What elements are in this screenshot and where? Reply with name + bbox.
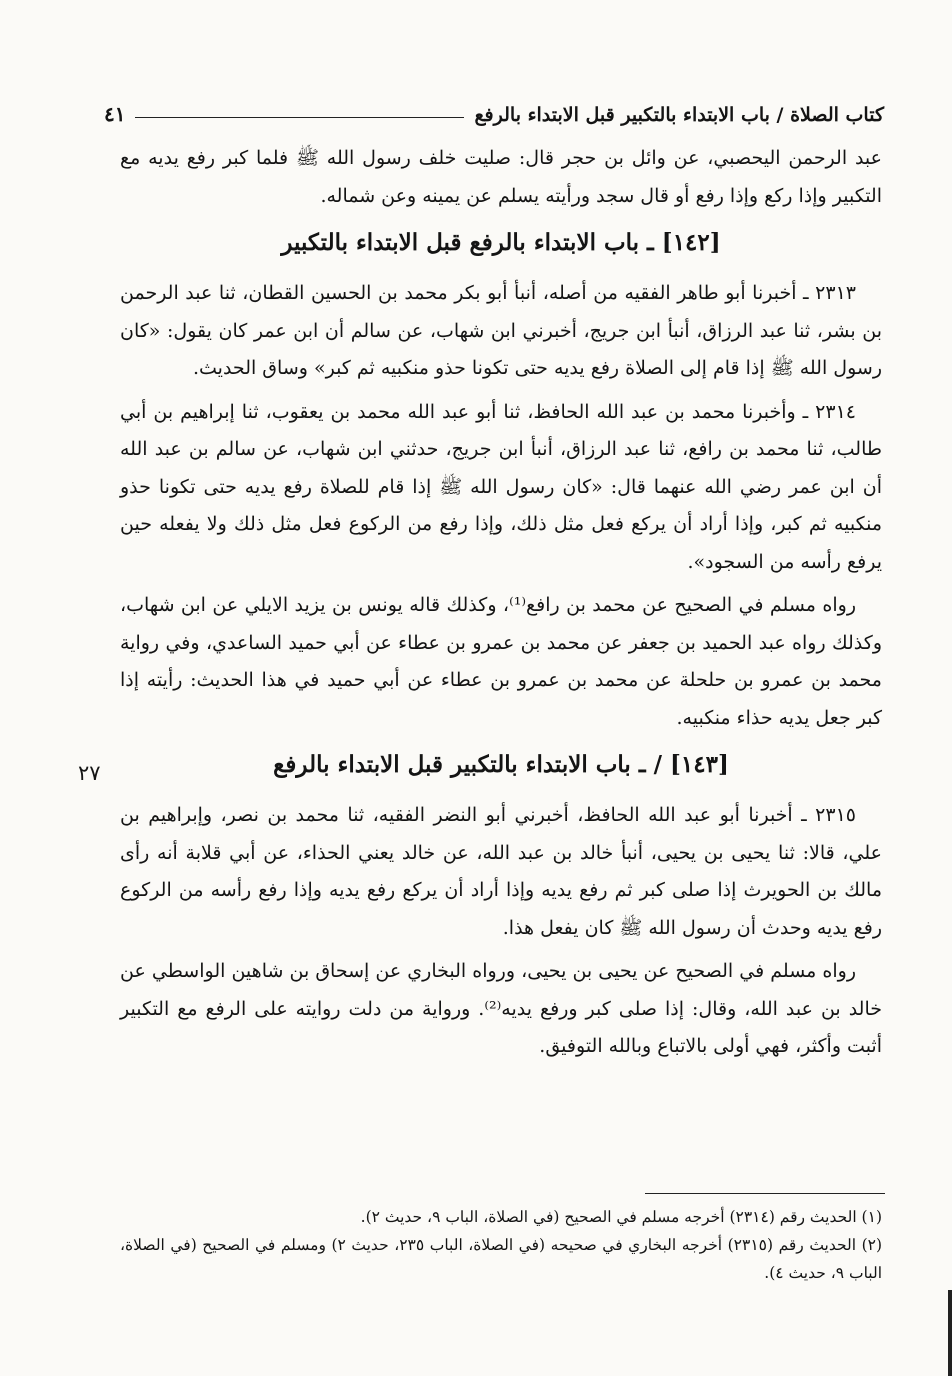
footnote-1: (١) الحديث رقم (٢٣١٤) أخرجه مسلم في الصحيح (في الصلاة، الباب ٩، حديث ٢). <box>360 1208 882 1226</box>
running-title: كتاب الصلاة / باب الابتداء بالتكبير قبل الابتداء بالرفع <box>474 104 884 126</box>
intro-paragraph: عبد الرحمن اليحصبي، عن وائل بن حجر قال: صليت خلف رسول الله ﷺ فلما كبر رفع يديه مع التكبير وإذا ركع وإذا رفع أو قال سجد ورأيته يسلم عن يمينه وعن شماله. <box>120 147 882 207</box>
marginal-page-number: ٢٧ <box>78 761 101 785</box>
chapter-heading-142: [١٤٢] ـ باب الابتداء بالرفع قبل الابتداء بالتكبير <box>281 229 721 256</box>
page-number: ٤١ <box>104 102 126 126</box>
running-header <box>104 86 884 126</box>
chapter-heading-143-wrap <box>78 743 882 787</box>
header-rule <box>135 117 464 118</box>
hadith-2315: ٢٣١٥ ـ أخبرنا أبو عبد الله الحافظ، أخبرني أبو النضر الفقيه، ثنا محمد بن نصر، وإبراهيم بن علي، قالا: ثنا يحيى بن يحيى، أنبأ خالد بن عبد الله، عن خالد يعني الحذاء، عن أبي قلابة أنه رأى مالك بن الحويرث إذا صلى كبر ثم رفع يديه وإذا أراد أن يركع رفع يديه وإذا رفع رأسه من الركوع رفع يديه وحدث أن رسول الله ﷺ كان يفعل هذا. <box>120 804 882 939</box>
footnote-rule <box>645 1193 885 1194</box>
footnotes <box>120 1203 882 1287</box>
commentary-paragraph-2: رواه مسلم في الصحيح عن يحيى بن يحيى، ورواه البخاري عن إسحاق بن شاهين الواسطي عن خالد بن عبد الله، وقال: إذا صلى كبر ورفع يديه⁽²⁾. ورواية من دلت روايته على الرفع مع التكبير أثبت وأكثر، فهي أولى بالاتباع وبالله التوفيق. <box>120 960 882 1057</box>
hadith-2313: ٢٣١٣ ـ أخبرنا أبو طاهر الفقيه من أصله، أنبأ أبو بكر محمد بن الحسين القطان، ثنا عبد الرحمن بن بشر، ثنا عبد الرزاق، أنبأ ابن جريج، أخبرني ابن شهاب، عن سالم أن ابن عمر كان يقول: «كان رسول الله ﷺ إذا قام إلى الصلاة رفع يديه حتى تكونا حذو منكبيه ثم كبر» وساق الحديث. <box>120 282 882 379</box>
main-text <box>78 140 882 1072</box>
hadith-2314: ٢٣١٤ ـ وأخبرنا محمد بن عبد الله الحافظ، ثنا أبو عبد الله محمد بن يعقوب، ثنا إبراهيم بن أبي طالب، ثنا محمد بن رافع، ثنا عبد الرزاق، أنبأ ابن جريج، حدثني ابن شهاب، عن سالم بن عبد الله أن ابن عمر رضي الله عنهما قال: «كان رسول الله ﷺ إذا قام للصلاة رفع يديه حتى تكونا حذو منكبيه ثم كبر، وإذا أراد أن يركع فعل مثل ذلك، وإذا رفع من الركوع فعل مثل ذلك ولا يفعله حين يرفع رأسه من السجود». <box>120 400 882 573</box>
chapter-heading-143: [١٤٣] / ـ باب الابتداء بالتكبير قبل الابتداء بالرفع <box>273 751 729 778</box>
page-edge-shadow <box>948 1290 952 1376</box>
commentary-paragraph-1: رواه مسلم في الصحيح عن محمد بن رافع⁽¹⁾، وكذلك قاله يونس بن يزيد الايلي عن ابن شهاب، وكذلك رواه عبد الحميد بن جعفر عن محمد بن عمرو بن عطاء عن أبي حميد الساعدي، وفي رواية محمد بن عمرو بن حلحلة عن محمد بن عمرو بن عطاء عن أبي حميد في هذا الحديث: رأيته إذا كبر جعل يديه حذاء منكبيه. <box>120 594 882 729</box>
footnote-2: (٢) الحديث رقم (٢٣١٥) أخرجه البخاري في صحيحه (في الصلاة، الباب ٢٣٥، حديث ٢) ومسلم في الصحيح (في الصلاة، الباب ٩، حديث ٤). <box>120 1236 883 1282</box>
